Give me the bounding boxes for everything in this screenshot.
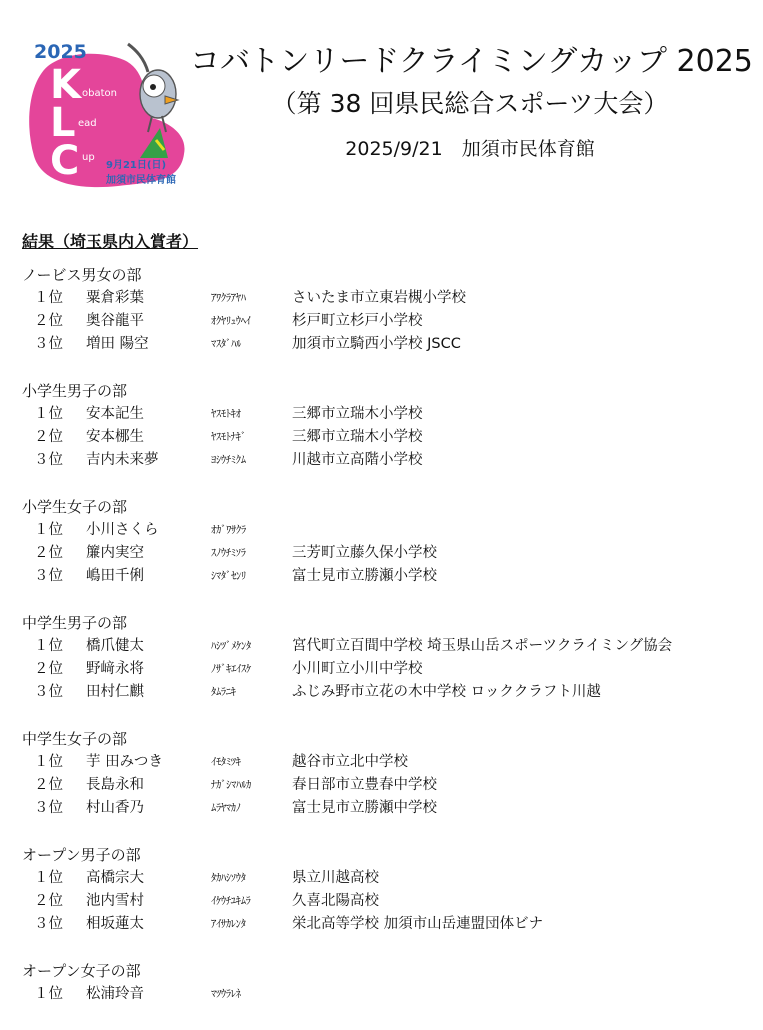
affiliation: さいたま市立東岩槻小学校 <box>292 290 466 306</box>
result-row <box>22 287 752 310</box>
affiliation: 三芳町立藤久保小学校 <box>292 545 437 561</box>
rank-label: ２位 <box>34 661 63 677</box>
athlete-kana: ﾉｻﾞｷｴｲｽｹ <box>211 663 251 675</box>
result-row <box>22 983 752 1006</box>
rank-label: ２位 <box>34 313 63 329</box>
athlete-name: 小川さくら <box>86 522 159 538</box>
athlete-name: 吉内未来夢 <box>86 452 159 468</box>
rank-label: ３位 <box>34 916 63 932</box>
rank-label: ３位 <box>34 684 63 700</box>
logo-letter-c: C <box>50 138 80 184</box>
section-title: 中学生男子の部 <box>22 614 128 632</box>
event-logo <box>20 36 192 194</box>
athlete-kana: ﾖｼｳﾁﾐｸﾑ <box>211 454 246 466</box>
result-row <box>22 449 752 472</box>
rank-label: ２位 <box>34 777 63 793</box>
rank-label: ２位 <box>34 545 63 561</box>
result-section <box>22 264 752 356</box>
section-title: オープン男子の部 <box>22 846 141 864</box>
athlete-kana: ﾔｽﾓﾄｷｵ <box>211 408 241 420</box>
athlete-kana: ｲｹｳﾁﾕｷﾑﾗ <box>211 895 251 907</box>
event-date-venue: 2025/9/21 加須市民体育館 <box>345 138 595 160</box>
rank-label: ２位 <box>34 893 63 909</box>
result-section <box>22 380 752 472</box>
athlete-name: 橋爪健太 <box>86 638 144 654</box>
athlete-name: 長島永和 <box>86 777 144 793</box>
affiliation: 加須市立騎西小学校 JSCC <box>292 336 461 352</box>
athlete-kana: ﾏﾂｳﾗﾚﾈ <box>211 988 241 1000</box>
rank-label: ３位 <box>34 452 63 468</box>
affiliation: ふじみ野市立花の木中学校 ロッククラフト川越 <box>292 684 601 700</box>
affiliation: 宮代町立百間中学校 埼玉県山岳スポーツクライミング協会 <box>292 638 673 654</box>
result-row <box>22 310 752 333</box>
affiliation: 富士見市立勝瀬中学校 <box>292 800 437 816</box>
rank-label: １位 <box>34 870 63 886</box>
result-section <box>22 496 752 588</box>
athlete-kana: ﾏｽﾀﾞﾊﾙ <box>211 338 241 350</box>
section-title: オープン女子の部 <box>22 962 141 980</box>
rank-label: １位 <box>34 754 63 770</box>
affiliation: 栄北高等学校 加須市山岳連盟団体ビナ <box>292 916 544 932</box>
affiliation: 春日部市立豊春中学校 <box>292 777 437 793</box>
logo-venue: 加須市民体育館 <box>106 175 176 186</box>
section-title: 中学生女子の部 <box>22 730 128 748</box>
athlete-name: 村山香乃 <box>86 800 144 816</box>
result-row <box>22 867 752 890</box>
affiliation: 杉戸町立杉戸小学校 <box>292 313 423 329</box>
athlete-kana: ｵｸﾔﾘｭｳﾍｲ <box>211 315 251 327</box>
athlete-kana: ｲﾓﾀﾐﾂｷ <box>211 756 241 768</box>
logo-word-obaton: obaton <box>82 88 117 99</box>
affiliation: 久喜北陽高校 <box>292 893 379 909</box>
athlete-name: 奥谷龍平 <box>86 313 144 329</box>
results-sections <box>22 264 752 1030</box>
result-row <box>22 913 752 936</box>
rank-label: ２位 <box>34 429 63 445</box>
athlete-name: 粟倉彩葉 <box>86 290 144 306</box>
result-row <box>22 797 752 820</box>
result-row <box>22 333 752 356</box>
rank-label: １位 <box>34 290 63 306</box>
logo-year: 2025 <box>34 41 87 63</box>
section-title: ノービス男女の部 <box>22 266 142 284</box>
affiliation: 三郷市立瑞木小学校 <box>292 429 423 445</box>
rank-label: ３位 <box>34 568 63 584</box>
affiliation: 小川町立小川中学校 <box>292 661 423 677</box>
result-row <box>22 542 752 565</box>
logo-date: 9月21日(日) <box>106 160 167 171</box>
athlete-name: 野﨑永将 <box>86 661 144 677</box>
affiliation: 県立川越高校 <box>292 870 379 886</box>
athlete-kana: ﾔｽﾓﾄﾅｷﾞ <box>211 431 246 443</box>
athlete-kana: ｼﾏﾀﾞｾﾝﾘ <box>211 570 246 582</box>
athlete-kana: ﾀｶﾊｼｿｳﾀ <box>211 872 246 884</box>
section-title: 小学生男子の部 <box>22 382 128 400</box>
results-heading: 結果（埼玉県内入賞者） <box>22 232 199 251</box>
result-section <box>22 844 752 936</box>
rank-label: １位 <box>34 986 63 1002</box>
result-row <box>22 635 752 658</box>
result-row <box>22 403 752 426</box>
athlete-kana: ﾀﾑﾗﾆｷ <box>211 686 236 698</box>
athlete-kana: ﾊｼﾂﾞﾒｹﾝﾀ <box>211 640 251 652</box>
result-row <box>22 519 752 542</box>
athlete-name: 簾内実空 <box>86 545 144 561</box>
result-row <box>22 774 752 797</box>
logo-word-up: up <box>82 152 95 163</box>
affiliation: 三郷市立瑞木小学校 <box>292 406 423 422</box>
athlete-name: 安本記生 <box>86 406 144 422</box>
rank-label: １位 <box>34 406 63 422</box>
athlete-name: 高橋宗大 <box>86 870 144 886</box>
athlete-kana: ﾅｶﾞｼﾏﾊﾙｶ <box>211 779 251 791</box>
result-section <box>22 728 752 820</box>
athlete-name: 芋 田みつき <box>86 754 163 770</box>
affiliation: 富士見市立勝瀬小学校 <box>292 568 437 584</box>
athlete-name: 嶋田千俐 <box>86 568 144 584</box>
rank-label: ３位 <box>34 336 63 352</box>
result-row <box>22 681 752 704</box>
athlete-kana: ｱﾜｸﾗｱﾔﾊ <box>211 292 246 304</box>
rank-label: ３位 <box>34 800 63 816</box>
section-title: 小学生女子の部 <box>22 498 128 516</box>
athlete-name: 増田 陽空 <box>86 336 149 352</box>
athlete-kana: ﾑﾗﾔﾏｶﾉ <box>211 802 241 814</box>
athlete-kana: ｵｶﾞﾜｻｸﾗ <box>211 524 246 536</box>
logo-letter-k: K <box>50 62 81 108</box>
event-title: コバトンリードクライミングカップ 2025 <box>190 44 753 79</box>
result-row <box>22 426 752 449</box>
athlete-name: 安本梛生 <box>86 429 144 445</box>
result-row <box>22 890 752 913</box>
logo-word-ead: ead <box>78 118 97 129</box>
athlete-kana: ｽﾉｳﾁﾐｿﾗ <box>211 547 246 559</box>
athlete-name: 相坂蓮太 <box>86 916 144 932</box>
result-row <box>22 565 752 588</box>
rank-label: １位 <box>34 522 63 538</box>
affiliation: 川越市立高階小学校 <box>292 452 423 468</box>
affiliation: 越谷市立北中学校 <box>292 754 408 770</box>
athlete-name: 田村仁麒 <box>86 684 144 700</box>
result-row <box>22 658 752 681</box>
event-subtitle: （第 38 回県民総合スポーツ大会） <box>271 89 669 118</box>
rank-label: １位 <box>34 638 63 654</box>
athlete-name: 松浦玲音 <box>86 986 144 1002</box>
result-row <box>22 751 752 774</box>
athlete-kana: ｱｲｻｶﾚﾝﾀ <box>211 918 246 930</box>
result-section <box>22 612 752 704</box>
athlete-name: 池内雪村 <box>86 893 144 909</box>
result-section <box>22 960 752 1006</box>
logo-letter-l: L <box>50 100 76 146</box>
